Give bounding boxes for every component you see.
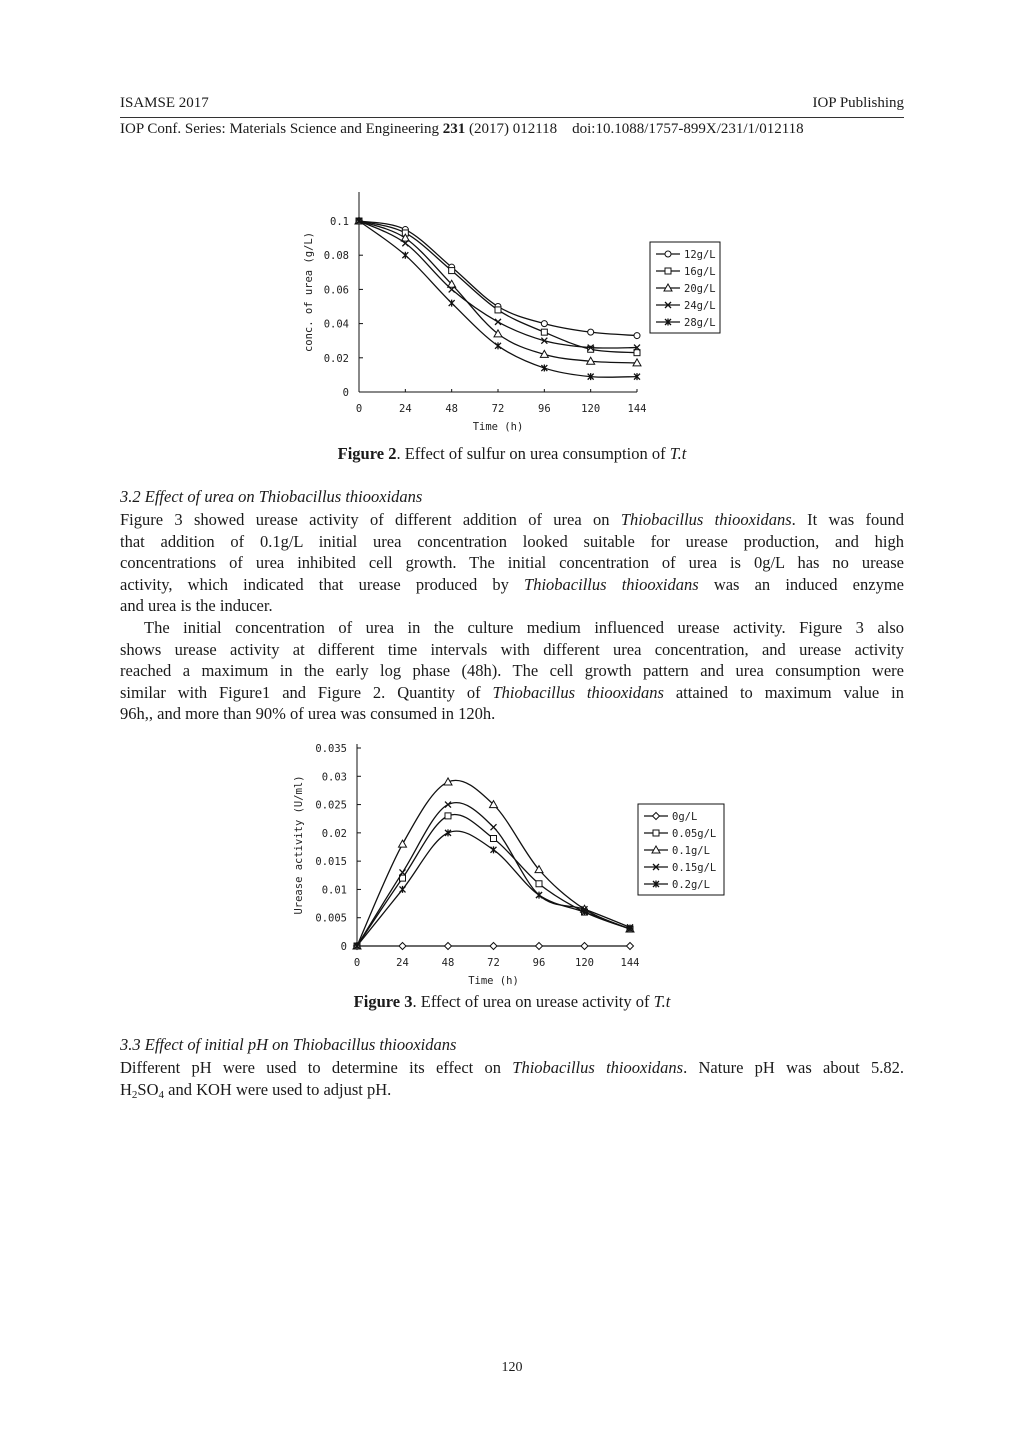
paragraph-line — [120, 682, 904, 704]
figure-3 — [290, 738, 740, 993]
data-point — [490, 943, 497, 950]
data-point — [495, 342, 501, 349]
series-0.15g/L — [354, 802, 633, 949]
text-run: The initial concentration of urea in the culture medium influenced urease activity. Figure 3 also — [144, 617, 904, 637]
text-run: SO — [137, 1079, 159, 1099]
y-axis-label: Urease activity (U/ml) — [293, 775, 305, 915]
figure-3-label: Figure 3 — [353, 992, 413, 1011]
data-point — [491, 824, 497, 830]
data-point — [445, 943, 452, 950]
series-line — [357, 803, 630, 946]
publisher-name: IOP Publishing — [812, 95, 904, 111]
series-28g/L — [356, 218, 640, 381]
data-point — [445, 802, 451, 808]
y-tick-label: 0.03 — [321, 771, 347, 784]
legend-label: 0.05g/L — [672, 828, 717, 840]
y-tick-label: 0.02 — [321, 827, 347, 840]
x-tick-label: 72 — [487, 957, 500, 969]
text-run: . It was found — [791, 510, 904, 529]
paragraph-line — [120, 552, 904, 574]
text-run: and urea is the inducer. — [120, 596, 273, 616]
series-line — [359, 221, 637, 363]
x-tick-label: 144 — [627, 403, 647, 415]
section-3-3-title: 3.3 Effect of initial pH on Thiobacillus thiooxidans — [120, 1035, 457, 1054]
text-run: reached a maximum in the early log phase (48h). The cell growth pattern and urea consumption were — [120, 661, 904, 681]
species-name: Thiobacillus thiooxidans — [620, 510, 792, 529]
x-tick-label: 48 — [445, 403, 458, 415]
data-point — [634, 350, 640, 356]
y-tick-label: 0 — [340, 941, 347, 953]
legend-label: 12g/L — [684, 249, 716, 261]
series-0.1g/L — [353, 778, 634, 949]
x-tick-label: 120 — [581, 403, 601, 415]
paragraph-line — [120, 639, 904, 661]
figure-2-chart — [290, 180, 740, 445]
paragraph-line — [120, 703, 904, 725]
series-0.05g/L — [354, 813, 633, 949]
series-line — [359, 221, 637, 377]
text-run: and KOH were used to adjust pH. — [164, 1079, 392, 1099]
y-tick-label: 0.035 — [315, 743, 347, 755]
paragraph-line — [120, 509, 904, 531]
paragraph-line — [120, 531, 904, 553]
subscript: 4 — [158, 1088, 165, 1101]
data-point — [581, 943, 588, 950]
data-point — [449, 268, 455, 274]
paragraph-line — [120, 574, 904, 596]
text-run: . Nature pH was about 5.82. — [683, 1058, 904, 1077]
paragraph-line — [120, 595, 904, 617]
y-tick-label: 0.01 — [321, 884, 347, 897]
data-point — [588, 329, 594, 335]
x-tick-label: 72 — [491, 403, 505, 415]
paragraph-line — [120, 660, 904, 682]
figure-3-caption-species: T.t — [653, 992, 671, 1011]
y-tick-label: 0 — [342, 387, 349, 399]
x-axis-label: Time (h) — [472, 421, 524, 433]
data-point — [634, 333, 640, 339]
conference-name: ISAMSE 2017 — [120, 95, 209, 111]
figure-3-chart — [290, 738, 740, 993]
legend-label: 28g/L — [684, 317, 716, 329]
x-tick-label: 120 — [575, 957, 594, 969]
x-tick-label: 24 — [399, 403, 412, 415]
text-run: Different pH were used to determine its effect on — [120, 1058, 513, 1077]
data-point — [445, 813, 451, 819]
y-tick-label: 0.015 — [315, 856, 347, 869]
text-run: was an induced enzyme — [698, 574, 904, 594]
paragraph-line — [120, 1057, 904, 1079]
y-tick-label: 0.04 — [323, 318, 349, 331]
data-point — [445, 829, 451, 836]
series-line — [359, 221, 637, 336]
x-axis-label: Time (h) — [468, 975, 519, 987]
x-tick-label: 0 — [353, 957, 361, 969]
figure-2-caption-text: . Effect of sulfur on urea consumption of — [396, 444, 670, 463]
figure-2-caption-species: T.t — [669, 444, 687, 463]
text-run: similar with Figure1 and Figure 2. Quantity of — [120, 682, 493, 702]
text-run: attained to maximum value in — [663, 682, 904, 702]
legend-label: 16g/L — [684, 266, 716, 278]
subscript: 2 — [131, 1088, 138, 1101]
legend-marker — [665, 251, 671, 257]
x-tick-label: 48 — [441, 957, 455, 969]
x-tick-label: 144 — [620, 957, 640, 969]
data-point — [536, 881, 542, 887]
data-point — [400, 869, 406, 875]
figure-2 — [290, 180, 740, 445]
y-axis-label: conc. of urea (g/L) — [303, 231, 315, 353]
data-point — [399, 943, 406, 950]
species-name: Thiobacillus thiooxidans — [512, 1058, 684, 1077]
y-tick-label: 0.02 — [323, 352, 349, 365]
data-point — [491, 836, 497, 842]
series-suffix: (2017) 012118 doi:10.1088/1757-899X/231/1/012118 — [465, 121, 804, 137]
text-run: Figure 3 showed urease activity of different addition of urea on — [120, 510, 621, 529]
series-12g/L — [356, 218, 640, 339]
figure-2-caption — [0, 444, 1024, 464]
section-3-2-body — [120, 509, 904, 725]
figure-2-label: Figure 2 — [337, 444, 397, 463]
series-prefix: IOP Conf. Series: Materials Science and Engineering — [120, 121, 443, 137]
legend-label: 0.1g/L — [672, 845, 710, 857]
volume-number: 231 — [442, 121, 466, 137]
text-run: 96h,, and more than 90% of urea was consumed in 120h. — [120, 704, 496, 724]
x-tick-label: 96 — [538, 403, 551, 415]
data-point — [536, 892, 542, 899]
legend-label: 20g/L — [684, 283, 716, 295]
data-point — [400, 886, 406, 893]
legend-marker — [665, 268, 671, 274]
text-run: H — [120, 1079, 132, 1099]
data-point — [399, 840, 407, 847]
section-3-2-title: 3.2 Effect of urea on Thiobacillus thiooxidans — [120, 487, 423, 506]
page-number: 120 — [501, 1360, 523, 1375]
legend-label: 0g/L — [672, 811, 698, 823]
legend-marker — [653, 830, 659, 836]
species-name: Thiobacillus thiooxidans — [524, 574, 699, 594]
data-point — [449, 300, 455, 307]
species-name: Thiobacillus thiooxidans — [492, 682, 664, 702]
y-tick-label: 0.06 — [323, 284, 349, 297]
paragraph-line — [120, 1079, 904, 1101]
series-0.2g/L — [354, 829, 633, 949]
section-3-3-body — [120, 1057, 904, 1100]
figure-3-caption-text: . Effect of urea on urease activity of — [412, 992, 654, 1011]
data-point — [541, 329, 547, 335]
data-point — [627, 943, 634, 950]
y-tick-label: 0.1 — [330, 216, 349, 228]
legend-label: 0.15g/L — [672, 862, 717, 874]
text-run: activity, which indicated that urease produced by — [120, 574, 525, 594]
data-point — [541, 321, 547, 327]
legend-label: 0.2g/L — [672, 879, 710, 891]
y-tick-label: 0.005 — [315, 912, 347, 925]
header-rule — [120, 117, 904, 118]
paragraph-line — [120, 617, 904, 639]
data-point — [495, 319, 501, 325]
series-0g/L — [354, 943, 634, 950]
data-point — [536, 943, 543, 950]
text-run: concentrations of urea inhibited cell growth. The initial concentration of urea is 0g/L has no urease — [120, 553, 904, 573]
x-tick-label: 24 — [396, 957, 409, 969]
legend-label: 24g/L — [684, 300, 716, 312]
data-point — [402, 252, 408, 259]
x-tick-label: 0 — [355, 403, 363, 415]
y-tick-label: 0.025 — [315, 799, 347, 812]
figure-3-caption — [0, 992, 1024, 1012]
y-tick-label: 0.08 — [323, 250, 349, 263]
text-run: that addition of 0.1g/L initial urea concentration looked suitable for urease production, and high — [120, 531, 904, 551]
text-run: shows urease activity at different time intervals with different urea concentration, and urease activity — [120, 639, 904, 659]
data-point — [495, 307, 501, 313]
series-line — [120, 121, 804, 138]
x-tick-label: 96 — [532, 957, 546, 969]
data-point — [491, 846, 497, 853]
